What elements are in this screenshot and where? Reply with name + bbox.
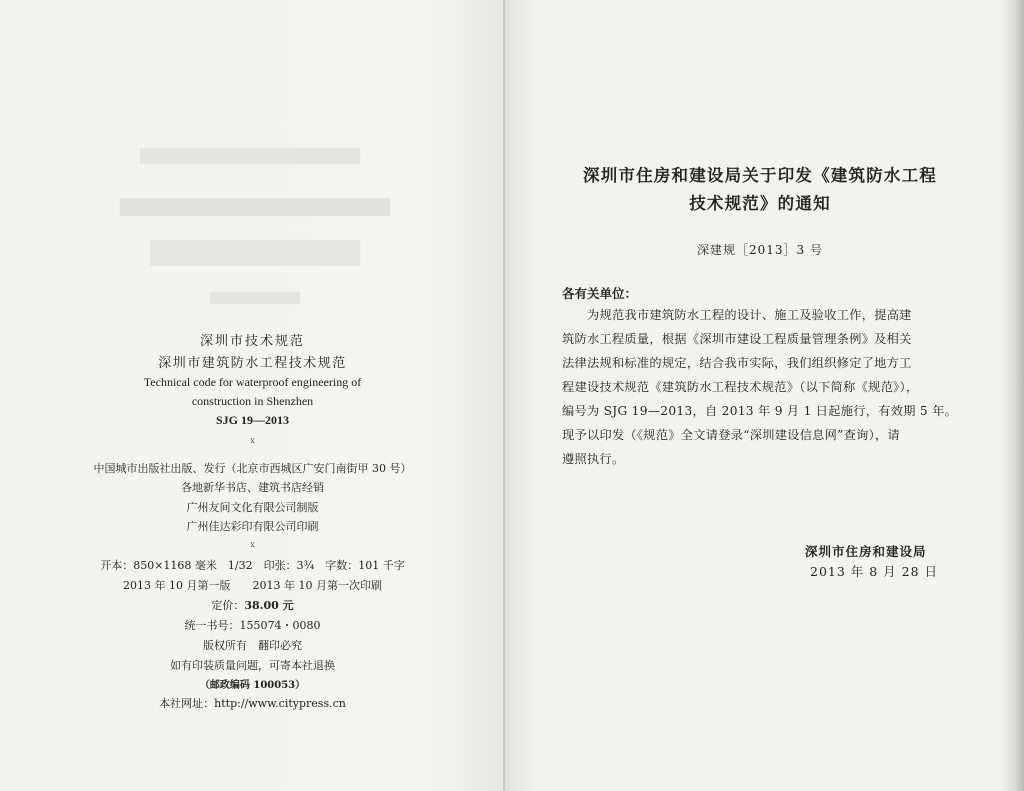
sign-date: 2013 年 8 月 28 日 <box>810 564 939 579</box>
separator-mark: x <box>250 540 255 549</box>
code-name-cn: 深圳市建筑防水工程技术规范 <box>158 356 347 371</box>
code-category: 深圳市技术规范 <box>199 334 305 349</box>
body-line: 遵照执行。 <box>562 452 625 466</box>
document-number: 深建规［2013］3 号 <box>697 243 823 257</box>
body-line: 筑防水工程质量，根据《深圳市建设工程质量管理条例》及相关 <box>562 332 912 346</box>
website-line: 本社网址：http://www.citypress.cn <box>159 697 346 710</box>
isbn-line: 统一书号：155074・0080 <box>184 619 321 632</box>
price-value: 38.00 元 <box>244 599 294 612</box>
notice-title-line1: 深圳市住房和建设局关于印发《建筑防水工程 <box>583 166 937 185</box>
edition-line: 2013 年 10 月第一版 2013 年 10 月第一次印刷 <box>123 579 382 592</box>
publisher-line: 中国城市出版社出版、发行（北京市西城区广安门南街甲 30 号） <box>93 462 412 475</box>
postcode-line: （邮政编码 100053） <box>199 680 306 691</box>
notice-title-line2: 技术规范》的通知 <box>689 194 831 213</box>
body-line: 程建设技术规范《建筑防水工程技术规范》（以下简称《规范》）， <box>562 380 919 394</box>
code-name-en-line2: construction in Shenzhen <box>191 394 314 408</box>
bleed-through-number <box>210 292 300 304</box>
distributor-line: 各地新华书店、建筑书店经销 <box>181 481 324 494</box>
right-page <box>505 0 1024 791</box>
bleed-through-en <box>150 240 360 266</box>
price-line <box>60 597 445 613</box>
body-line: 为规范我市建筑防水工程的设计、施工及验收工作，提高建 <box>587 308 912 322</box>
salutation: 各有关单位： <box>562 286 638 301</box>
code-name-en-line1: Technical code for waterproof engineering of <box>143 375 362 389</box>
printer-line: 广州佳达彩印有限公司印刷 <box>186 520 319 533</box>
body-line: 法律法规和标准的规定，结合我市实际，我们组织修定了地方工 <box>562 356 912 370</box>
page-edge <box>1002 0 1024 791</box>
copyright-line: 版权所有 翻印必究 <box>203 639 302 652</box>
bleed-through-subtitle <box>120 198 390 216</box>
signatory: 深圳市住房和建设局 <box>805 544 927 559</box>
typesetter-line: 广州友间文化有限公司制版 <box>186 501 319 514</box>
body-line: 编号为 SJG 19—2013，自 2013 年 9 月 1 日起施行，有效期 5 年。 <box>562 404 958 418</box>
format-line: 开本：850×1168 毫米 1/32 印张：3¾ 字数：101 千字 <box>100 559 405 572</box>
price-label: 定价： <box>211 599 245 612</box>
return-policy-line: 如有印装质量问题，可寄本社退换 <box>170 659 335 672</box>
code-number: SJG 19—2013 <box>215 413 289 427</box>
body-line: 现予以印发（《规范》全文请登录“深圳建设信息网”查询），请 <box>562 428 901 442</box>
bleed-through-title <box>140 148 360 164</box>
separator-mark: x <box>250 436 255 445</box>
left-page <box>0 0 505 791</box>
